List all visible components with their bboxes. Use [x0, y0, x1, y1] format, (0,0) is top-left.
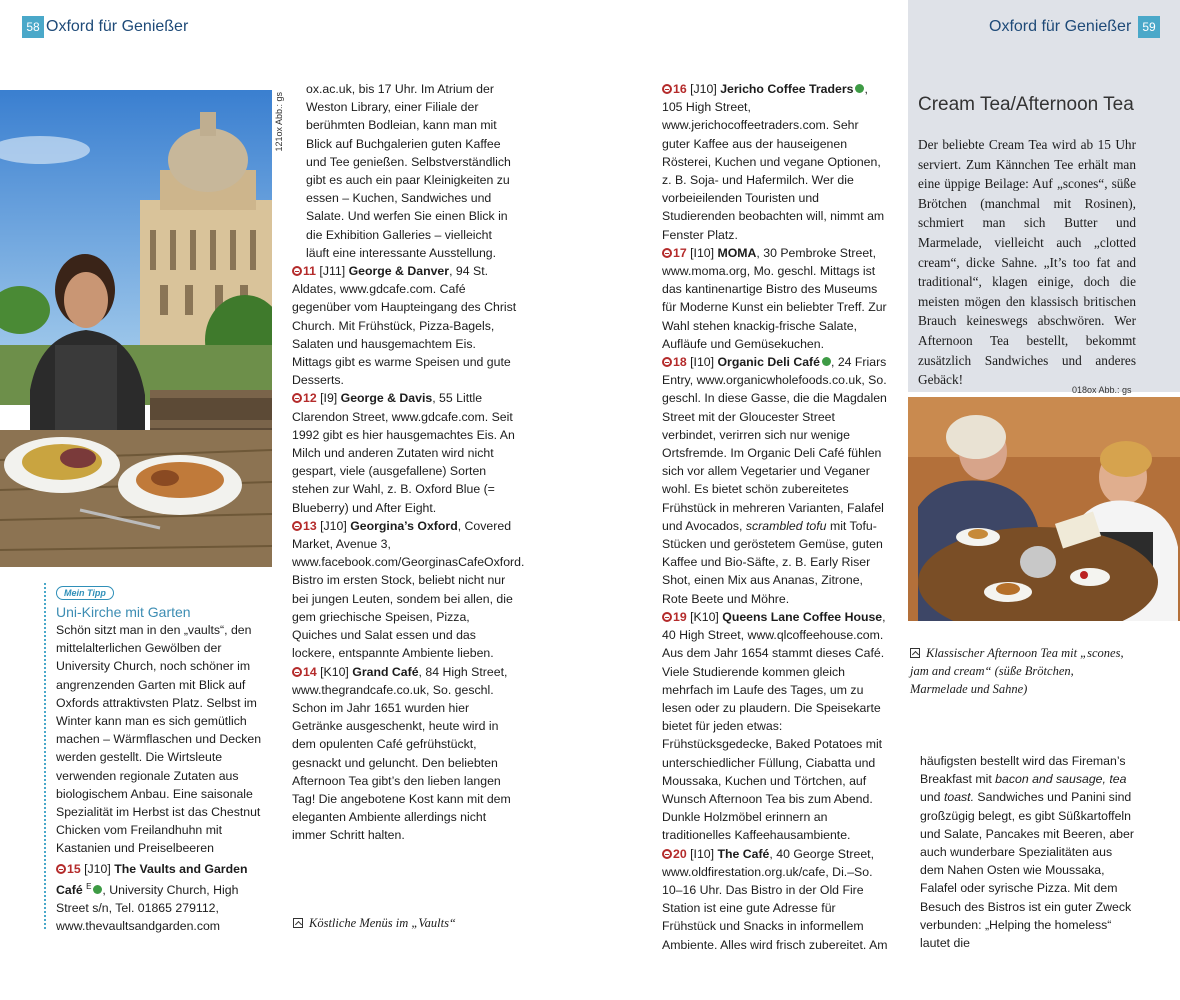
entry-number: 16: [673, 82, 687, 96]
cont-italic: bacon and sausage, tea: [995, 772, 1127, 787]
photo-credit-left: 121ox Abb.: gs: [274, 92, 284, 152]
entry-grid-ref: [I10]: [690, 846, 715, 861]
entry-name: Grand Café: [352, 664, 419, 679]
entry-text: , 24 Friars Entry, www.organicwholefoods.co.uk, So. geschl. In diese Gasse, die die Magdalen Street mit der Gloucester Street verbindet, verirren sich nur wenige Ortsfremde. Im Organic Deli Café fühlen sich vor allem Vegetarier und Veganer wohl. Es bietet schön zubereitetes Frühstück in mehreren Varianten, Falafel und Avocados,: [662, 355, 887, 533]
entry-marker-icon: [662, 357, 672, 367]
left-text-column: [292, 80, 525, 845]
entry-name: Organic Deli Café: [717, 355, 820, 370]
caption-arrow-icon: [910, 648, 920, 658]
caption-text: Köstliche Menüs im „Vaults“: [309, 916, 456, 930]
entry-20: [662, 845, 888, 954]
right-text-column: [662, 80, 888, 954]
entry-name: George & Davis: [340, 391, 433, 406]
entry-marker-icon: [662, 612, 672, 622]
entry-11: [292, 262, 518, 389]
cont-italic: toast.: [943, 790, 975, 805]
entry-grid-ref: [I10]: [690, 355, 715, 370]
entry-14: [292, 663, 518, 845]
afternoon-tea-photo: [908, 397, 1180, 621]
sidebar-text: Der beliebte Cream Tea wird ab 15 Uhr serviert. Zum Kännchen Tee erhält man eine üppige Beilage: Auf „scones“, süße Brötchen (manchmal mit Rosinen), schmiert man sich Butter und Marmelade, vielleicht auch „clotted cream“, dicke Sahne. „It’s too fat and traditional“, klagen einige, doch die meisten mögen den klassisch britischen Brauch keineswegs abschwören. Wer Afternoon Tea bestellt, bekommt zusätzlich Sandwiches und anderes Gebäck!: [918, 137, 1136, 388]
entry-text: , 40 High Street, www.qlcoffeehouse.com. Aus dem Jahr 1654 stammt dieses Café. Viele Studierende kommen gleich mehrfach im Laufe des Tages, um zu lesen oder zu plaudern. Die Speisekarte bietet für jeden etwas: Frühstücksgedecke, Baked Potatoes mit unterschiedlicher Füllung, Ciabatta und Moussaka, Kuchen und Törtchen, auf Wunsch Afternoon Tea bis zum Abend. Dunkle Holzmöbel erinnern an traditionelles Kaffeehausambiente.: [662, 609, 886, 843]
entry-number: 12: [303, 391, 317, 406]
afternoon-tea-photo-graphic: [908, 397, 1180, 621]
entry-number: 18: [673, 355, 687, 370]
entry-grid-ref: [K10]: [690, 609, 719, 624]
entry-12: [292, 389, 518, 516]
tip-title: Uni-Kirche mit Garten: [56, 604, 191, 620]
entry-name: The Vaults and Garden Café: [56, 861, 248, 897]
entry-number: 11: [303, 264, 316, 279]
entry-marker-icon: [56, 864, 66, 874]
entry-name: MOMA: [717, 245, 757, 260]
continuation-paragraph: [920, 752, 1134, 952]
entry-grid-ref: [J11]: [319, 264, 346, 279]
clover-icon: [822, 357, 831, 366]
entry-number: 19: [673, 609, 687, 624]
entry-marker-icon: [292, 521, 302, 531]
entry-grid-ref: [J10]: [320, 518, 347, 533]
cont-part: Sandwiches und Panini sind großzügig belegt, es gibt Süßkartoffeln und Salate, Pancakes mit Beeren, aber auch wunderbare Spezialitäten aus dem Nahen Osten wie Moussaka, Falafel oder syrische Pizza. Mit dem Besuch des Bistros ist ein guter Zweck verbunden: „Helping the homeless“ lautet die: [920, 790, 1134, 951]
cont-part: häufigsten bestellt wird das Fireman’s Breakfast mit: [920, 754, 1126, 787]
entry-text: , 94 St. Aldates, www.gdcafe.com. Café gegenüber vom Haupteingang des Christ Church. Mit Frühstück, Pizza-Bagels, Salaten und hausgemachtem Eis. Mittags gibt es warme Speisen und gute Desserts.: [292, 264, 517, 388]
running-head-left: Oxford für Genießer: [46, 18, 189, 35]
tip-entry: [56, 860, 268, 936]
entry-text: , 84 High Street, www.thegrandcafe.co.uk, So. geschl. Schon im Jahr 1651 wurden hier Getränke ausgeschenkt, heute wird in dem opulenten Café gefrühstückt, gesnackt und geluncht. Den beliebten Afternoon Tea gibt’s den lieben langen Tag! Die angebotene Kost kann mit dem eleganten Ambiente allerdings nicht immer Schritt halten.: [292, 664, 511, 843]
continuation-text: [920, 752, 1134, 952]
entry-text: , 55 Little Clarendon Street, www.gdcafe.com. Seit 1992 gibt es hier hausgemachtes Eis. An Milch und anderen Zutaten wird nicht gespart, viele (ausgefallene) Sorten stehen zur Wahl, z. B. Oxford Blue (= Blueberry) und After Eight.: [292, 391, 515, 515]
sidebar-title: Cream Tea/Afternoon Tea: [918, 94, 1134, 115]
entry-marker-icon: [292, 393, 302, 403]
tip-text: Schön sitzt man in den „vaults“, den mittelalterlichen Gewölben der University Church, noch schöner im angrenzenden Garten mit Blick auf Oxfords attraktivsten Platz. Selbst im Winter kann man es sich gemütlich machen – Wärmflaschen und Decken werden gestellt. Die Wirtsleute verwenden regionale Zutaten aus biologischem Anbau. Eine saisonale Spezialität im Herbst ist das Chestnut Chicken vom Freilandhuhn mit Kastanien und Preiselbeeren: [56, 623, 262, 856]
entry-19: [662, 608, 888, 845]
caption-text: Klassischer Afternoon Tea mit „scones, jam and cream“ (süße Brötchen, Marmelade und Sahne): [910, 646, 1124, 696]
entry-grid-ref: [I10]: [690, 245, 715, 260]
entry-grid-ref: [K10]: [320, 664, 349, 679]
entry-number: 17: [673, 245, 687, 260]
entry-grid-ref: [J10]: [84, 861, 111, 876]
entry-name: Georgina’s Oxford: [350, 518, 458, 533]
tip-text-block: [56, 621, 268, 936]
page-number-left: 58: [22, 16, 44, 38]
entry-text: mit Tofu-Stücken und geröstetem Gemüse, guten Kaffee und Bio-Säfte, z. B. Early Riser Shot, einen Mix aus Ananas, Zitrone, Rote Beete und Möhre.: [662, 518, 883, 606]
entry-16: [662, 80, 888, 244]
entry-number: 13: [303, 518, 317, 533]
photo-caption-left: [293, 914, 523, 932]
entry-text: , 30 Pembroke Street, www.moma.org, Mo. geschl. Mittags ist das kantinenartige Bistro des Museums für Moderne Kunst ein beliebter Treff. Zur Wahl stehen knackig-frische Salate, Aufläufe und Gemüsekuchen.: [662, 245, 887, 351]
entry-grid-ref: [I9]: [320, 391, 338, 406]
photo-credit-right: 018ox Abb.: gs: [1072, 385, 1132, 395]
cont-part: und: [920, 790, 944, 805]
entry-marker-icon: [662, 248, 672, 258]
entry-18: [662, 353, 888, 608]
entry-name: The Café: [717, 846, 770, 861]
entry-marker-icon: [292, 266, 302, 276]
entry-marker-icon: [292, 667, 302, 677]
entry-number: 20: [673, 846, 687, 861]
entry-grid-ref: [J10]: [690, 82, 717, 96]
entry-13: [292, 517, 525, 663]
col2-intro: ox.ac.uk, bis 17 Uhr. Im Atrium der Weston Library, einer Filiale der berühmten Bodleian, kann man mit Blick auf Buchgalerien guten Kaffee und Tee genießen. Selbstverständlich gibt es auch ein paar Kleinigkeiten zu essen – Kuchen, Sandwiches und Salate. Und werfen Sie einen Blick in die Exhibition Galleries – vielleicht läuft eine interessante Ausstellung.: [306, 82, 511, 260]
entry-name: George & Danver: [348, 264, 450, 279]
entry-number: 15: [67, 861, 81, 876]
entry-text: , Covered Market, Avenue 3, www.facebook.com/GeorginasCafeOxford. Bistro im ersten Stock, beliebt nicht nur bei jungen Leuten, sondem bei allen, die gem griechische Speisen, Pizza, Quiches und Salat essen und das lockere, entspannte Ambiente lieben.: [292, 518, 525, 661]
tip-box: [44, 583, 268, 934]
entry-name: Jericho Coffee Traders: [720, 82, 854, 96]
cafe-photo-graphic: [0, 90, 272, 567]
entry-text: , 40 George Street, www.oldfirestation.org.uk/cafe, Di.–So. 10–16 Uhr. Das Bistro in der Old Fire Station ist eine gute Adresse für Frühstück und Snacks in informellem Ambiente. Alles wird frisch zubereitet. Am: [662, 846, 888, 952]
tip-badge-label: Mein Tipp: [56, 586, 114, 600]
entry-marker-icon: [662, 849, 672, 859]
entry-17: [662, 244, 888, 353]
running-head-right: Oxford für Genießer: [989, 18, 1132, 35]
cafe-photo: [0, 90, 272, 567]
photo-caption-right: [910, 644, 1126, 698]
entry-sup-mark: E: [86, 881, 92, 891]
entry-text: , 105 High Street, www.jerichocoffeetraders.com. Sehr guter Kaffee aus der hauseigenen Rösterei, Kuchen und vegane Optionen, z. B. Soja- und Hafermilch. Wer die vorbeieilenden Touristen und Studierenden beobachten will, nimmt am Fenster Platz.: [662, 82, 885, 242]
entry-text: , University Church, High Street s/n, Tel. 01865 279112, www.thevaultsandgarden.com: [56, 882, 239, 934]
entry-italic: scrambled tofu: [745, 518, 827, 533]
caption-arrow-icon: [293, 918, 303, 928]
tip-badge: [56, 583, 268, 601]
entry-name: Queens Lane Coffee House: [722, 609, 883, 624]
entry-marker-icon: [662, 84, 672, 94]
entry-number: 14: [303, 664, 317, 679]
page-number-right: 59: [1138, 16, 1160, 38]
